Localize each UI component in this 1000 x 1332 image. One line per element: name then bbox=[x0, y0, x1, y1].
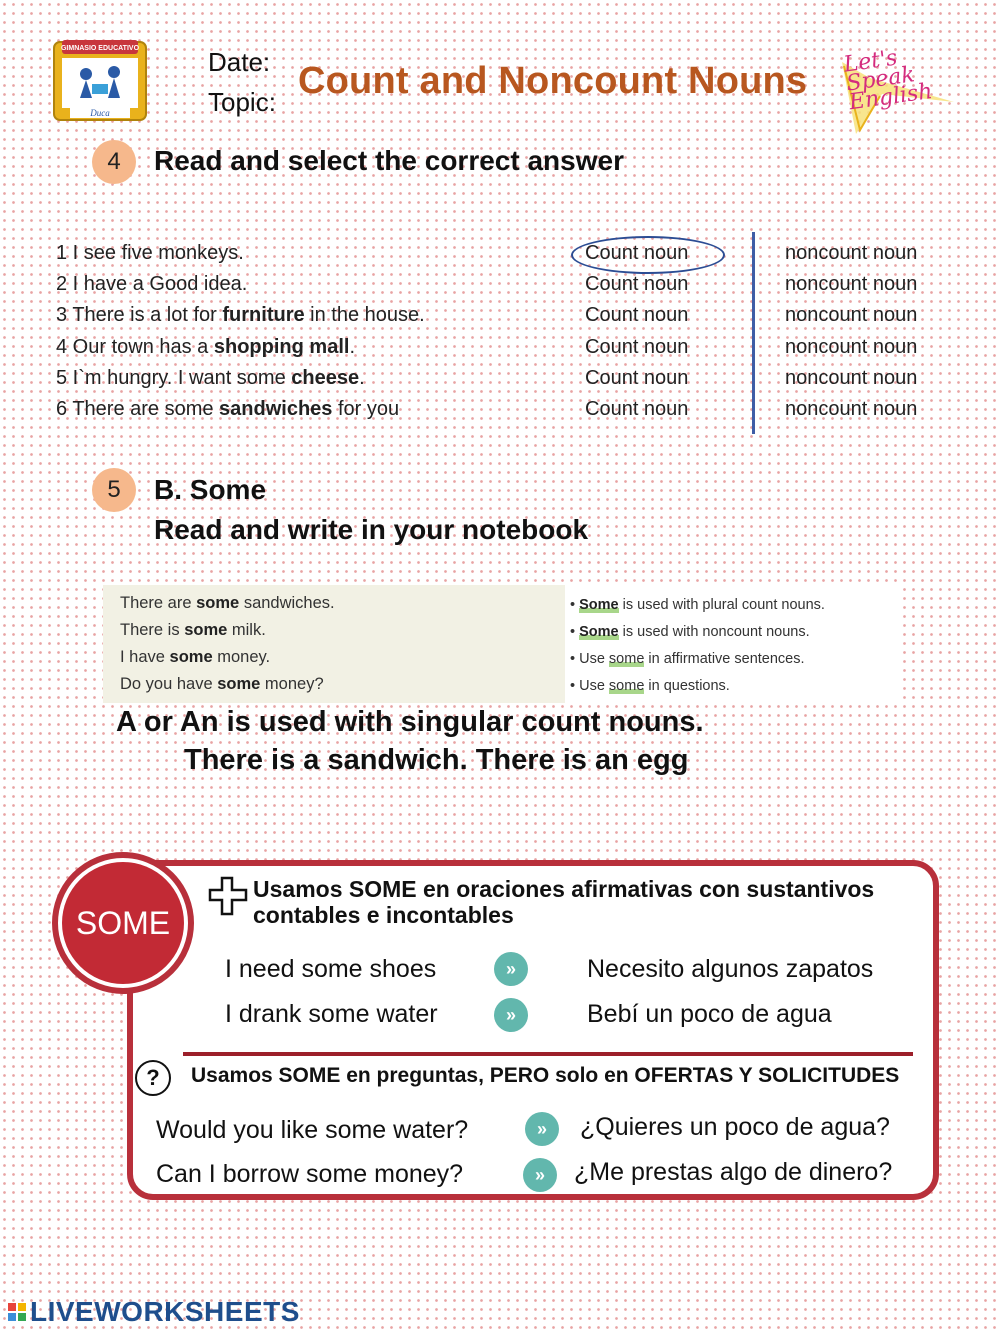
date-topic-labels bbox=[208, 42, 276, 122]
plus-icon bbox=[208, 876, 248, 916]
double-chevron-right-icon: » bbox=[494, 952, 528, 986]
noncount-noun-option-2[interactable]: noncount noun bbox=[785, 273, 918, 295]
example-line: There are some sandwiches. bbox=[120, 594, 335, 612]
sentence-6: 6 There are some sandwiches for you bbox=[56, 398, 400, 420]
sentence-4: 4 Our town has a shopping mall. bbox=[56, 336, 355, 358]
affirmative-example-es-2: Bebí un poco de agua bbox=[587, 1000, 832, 1028]
exercise-5-heading: B. Some bbox=[154, 474, 267, 505]
double-chevron-right-icon: » bbox=[523, 1158, 557, 1192]
some-usage-box bbox=[127, 860, 939, 1200]
question-example-en-2: Can I borrow some money? bbox=[156, 1160, 464, 1188]
count-noun-option-6[interactable]: Count noun bbox=[585, 398, 689, 420]
topic-label: Topic: bbox=[208, 87, 276, 117]
liveworksheets-footer[interactable] bbox=[8, 1296, 300, 1328]
rule-line: • Use some in affirmative sentences. bbox=[570, 651, 805, 667]
question-mark-icon: ? bbox=[135, 1060, 171, 1096]
svg-text:Duca: Duca bbox=[90, 108, 110, 118]
school-logo bbox=[52, 36, 148, 124]
sentence-5: 5 I`m hungry. I want some cheese. bbox=[56, 367, 365, 389]
example-line: There is some milk. bbox=[120, 621, 266, 639]
count-noun-option-5[interactable]: Count noun bbox=[585, 367, 689, 389]
sentence-1: 1 I see five monkeys. bbox=[56, 242, 244, 264]
exercise-4-heading: Read and select the correct answer bbox=[154, 145, 624, 176]
noncount-noun-option-5[interactable]: noncount noun bbox=[785, 367, 918, 389]
question-example-es-1: ¿Quieres un poco de agua? bbox=[580, 1113, 890, 1141]
svg-text:GIMNASIO EDUCATIVO: GIMNASIO EDUCATIVO bbox=[60, 45, 140, 52]
box-divider bbox=[183, 1052, 913, 1056]
noncount-noun-option-3[interactable]: noncount noun bbox=[785, 304, 918, 326]
examples-pane bbox=[103, 585, 565, 703]
page-title: Count and Noncount Nouns bbox=[298, 60, 808, 102]
example-line: I have some money. bbox=[120, 648, 271, 666]
count-noun-option-4[interactable]: Count noun bbox=[585, 336, 689, 358]
count-noun-option-1[interactable]: Count noun bbox=[585, 242, 689, 264]
affirmative-example-en-2: I drank some water bbox=[225, 1000, 438, 1028]
column-divider bbox=[752, 232, 755, 434]
double-chevron-right-icon: » bbox=[494, 998, 528, 1032]
article-note-2: There is a sandwich. There is an egg bbox=[184, 744, 689, 776]
example-line: Do you have some money? bbox=[120, 675, 324, 693]
date-label: Date: bbox=[208, 47, 271, 77]
double-chevron-right-icon: » bbox=[525, 1112, 559, 1146]
question-example-en-1: Would you like some water? bbox=[156, 1116, 469, 1144]
question-rule: Usamos SOME en preguntas, PERO solo en OFERTAS Y SOLICITUDES bbox=[191, 1064, 900, 1087]
rule-line: • Some is used with noncount nouns. bbox=[570, 624, 810, 640]
exercise-5-badge: 5 bbox=[92, 468, 136, 512]
noncount-noun-option-4[interactable]: noncount noun bbox=[785, 336, 918, 358]
lets-speak-english-logo bbox=[832, 42, 960, 142]
affirmative-rule-line-1: Usamos SOME en oraciones afirmativas con sustantivos bbox=[253, 876, 875, 902]
some-badge: SOME bbox=[62, 862, 184, 984]
article-note-1: A or An is used with singular count nouns. bbox=[116, 706, 704, 738]
brand-logo-text: Let's Speak English bbox=[842, 45, 934, 116]
exercise-5-subheading: Read and write in your notebook bbox=[154, 514, 589, 545]
affirmative-example-es-1: Necesito algunos zapatos bbox=[587, 955, 874, 983]
sentence-2: 2 I have a Good idea. bbox=[56, 273, 248, 295]
noncount-noun-option-1[interactable]: noncount noun bbox=[785, 242, 918, 264]
count-noun-option-2[interactable]: Count noun bbox=[585, 273, 689, 295]
rules-pane bbox=[565, 585, 903, 703]
exercise-4-badge: 4 bbox=[92, 140, 136, 184]
affirmative-rule-line-2: contables e incontables bbox=[253, 902, 514, 928]
sentence-3: 3 There is a lot for furniture in the house. bbox=[56, 304, 425, 326]
rule-line: • Use some in questions. bbox=[570, 678, 730, 694]
count-noun-option-3[interactable]: Count noun bbox=[585, 304, 689, 326]
affirmative-example-en-1: I need some shoes bbox=[225, 955, 437, 983]
noncount-noun-option-6[interactable]: noncount noun bbox=[785, 398, 918, 420]
some-grammar-panel bbox=[103, 585, 903, 703]
rule-line: • Some is used with plural count nouns. bbox=[570, 597, 825, 613]
liveworksheets-logo-icon bbox=[8, 1303, 26, 1321]
question-example-es-2: ¿Me prestas algo de dinero? bbox=[574, 1158, 893, 1186]
footer-brand: LIVEWORKSHEETS bbox=[30, 1296, 300, 1327]
